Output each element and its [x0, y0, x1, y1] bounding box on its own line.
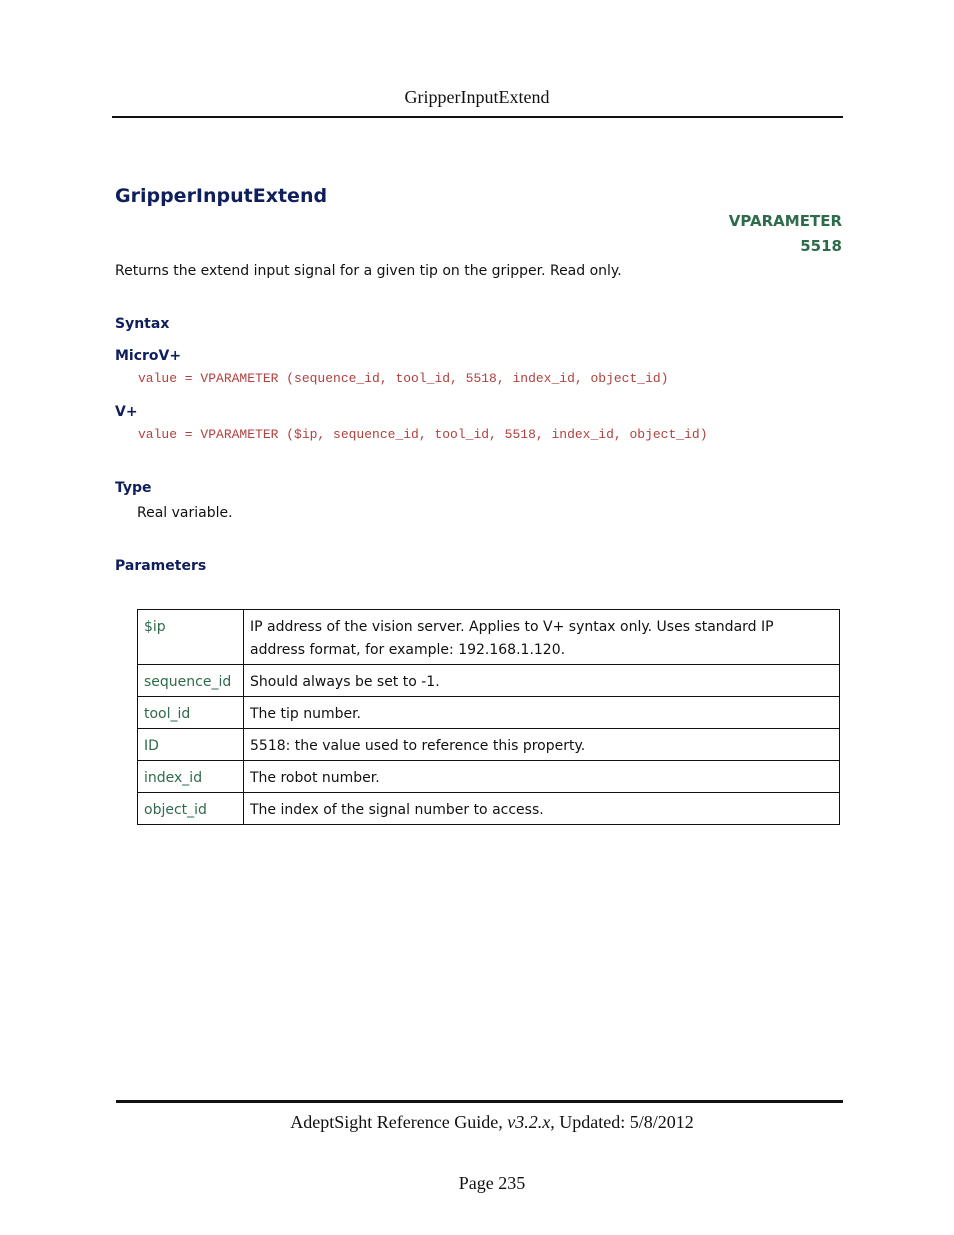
table-row	[138, 761, 840, 793]
param-name: index_id	[138, 761, 244, 793]
param-description: The tip number.	[244, 697, 840, 729]
vplus-heading: V+	[115, 404, 138, 420]
type-heading: Type	[115, 480, 152, 496]
param-description: IP address of the vision server. Applies to V+ syntax only. Uses standard IP address format, for example: 192.168.1.120.	[244, 610, 840, 665]
param-description: Should always be set to -1.	[244, 665, 840, 697]
param-description: The robot number.	[244, 761, 840, 793]
vplus-code: value = VPARAMETER ($ip, sequence_id, tool_id, 5518, index_id, object_id)	[138, 427, 708, 442]
table-row	[138, 793, 840, 825]
running-header: GripperInputExtend	[404, 87, 550, 107]
param-name: ID	[138, 729, 244, 761]
table-row	[138, 665, 840, 697]
footer-guide-line	[0, 1112, 954, 1133]
param-name: object_id	[138, 793, 244, 825]
param-description: The index of the signal number to access.	[244, 793, 840, 825]
microv-code: value = VPARAMETER (sequence_id, tool_id, 5518, index_id, object_id)	[138, 371, 669, 386]
vparameter-number: 5518	[800, 237, 842, 255]
header-rule	[112, 116, 843, 118]
syntax-heading: Syntax	[115, 316, 170, 332]
microv-heading: MicroV+	[115, 348, 182, 364]
param-description: 5518: the value used to reference this property.	[244, 729, 840, 761]
param-name: sequence_id	[138, 665, 244, 697]
footer-rule	[116, 1100, 843, 1103]
param-name: tool_id	[138, 697, 244, 729]
table-row	[138, 610, 840, 665]
vparameter-label: VPARAMETER	[728, 212, 842, 230]
parameters-table	[137, 609, 840, 825]
page-title: GripperInputExtend	[115, 185, 328, 207]
footer-version: , v3.2.x	[498, 1112, 551, 1132]
vparameter-block	[729, 209, 842, 259]
table-row	[138, 729, 840, 761]
param-name: $ip	[138, 610, 244, 665]
parameters-heading: Parameters	[115, 558, 207, 574]
footer-guide-title: AdeptSight Reference Guide	[290, 1112, 499, 1132]
table-row	[138, 697, 840, 729]
type-value: Real variable.	[137, 505, 233, 521]
page-number: Page 235	[458, 1173, 526, 1193]
footer-updated: , Updated: 5/8/2012	[550, 1112, 694, 1132]
description: Returns the extend input signal for a given tip on the gripper. Read only.	[115, 263, 622, 279]
